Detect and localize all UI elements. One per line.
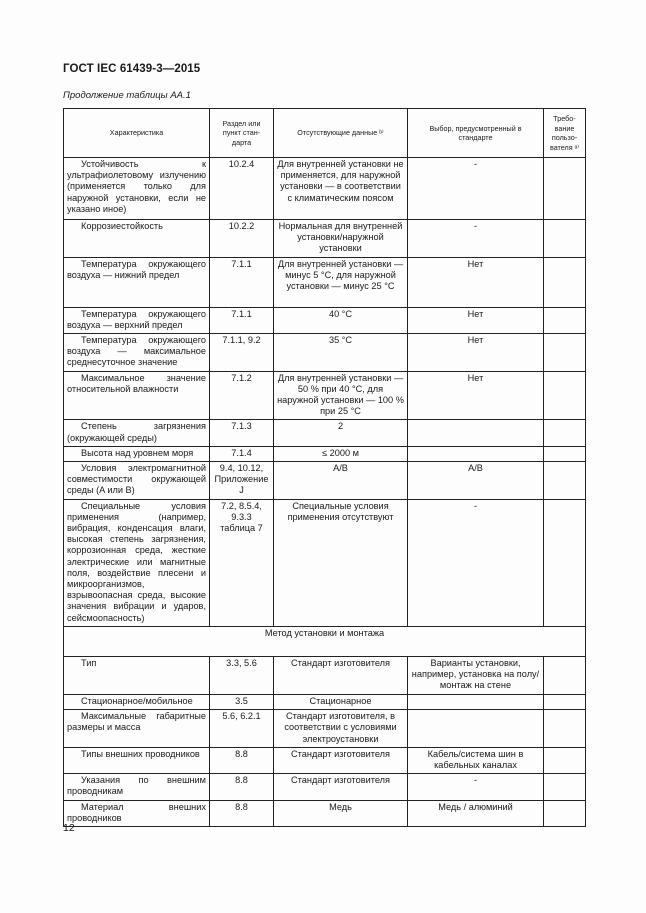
table-row [64, 220, 586, 258]
cell-characteristic: Максимальные габаритные размеры и масса [64, 710, 210, 748]
cell-default: Стандарт изготовителя [274, 656, 408, 694]
cell-section: 5.6, 6.2.1 [210, 710, 274, 748]
cell-choice: Кабель/система шин в кабельных каналах [408, 747, 544, 773]
cell-default: Для внутренней установки — минус 5 °С, для наружной установки — минус 25 °С [274, 257, 408, 307]
cell-user [544, 307, 586, 333]
page-number: 12 [63, 822, 75, 834]
cell-characteristic: Температура окружающего воздуха — верхний предел [64, 307, 210, 333]
table-row [64, 371, 586, 420]
table-row [64, 710, 586, 748]
cell-characteristic: Степень загрязнения (окружающей среды) [64, 420, 210, 446]
header-section: Раздел или пункт стан- дарта [210, 109, 274, 158]
document-header: ГОСТ IEC 61439-3—2015 [63, 63, 201, 75]
cell-choice [408, 694, 544, 709]
cell-section: 7.1.1 [210, 307, 274, 333]
cell-choice: - [408, 774, 544, 800]
cell-section: 7.1.4 [210, 446, 274, 461]
cell-section: 7.1.3 [210, 420, 274, 446]
cell-choice: Варианты установки, например, установка на полу/ монтаж на стене [408, 656, 544, 694]
cell-default: Для внутренней установки не применяется, для наружной установки — в соответствии с климатическим поясом [274, 158, 408, 220]
cell-section: 9.4, 10.12, Приложение J [210, 462, 274, 500]
cell-user [544, 446, 586, 461]
cell-user [544, 420, 586, 446]
cell-user [544, 656, 586, 694]
cell-characteristic: Условия электромагнитной совместимости окружающей среды (A или B) [64, 462, 210, 500]
cell-characteristic: Стационарное/мобильное [64, 694, 210, 709]
cell-choice: - [408, 220, 544, 258]
cell-default: Для внутренней установки — 50 % при 40 °С, для наружной установки — 100 % при 25 °С [274, 371, 408, 420]
cell-user [544, 694, 586, 709]
cell-user [544, 158, 586, 220]
cell-characteristic: Тип [64, 656, 210, 694]
cell-default: 40 °С [274, 307, 408, 333]
section-title: Метод установки и монтажа [64, 626, 586, 656]
cell-choice: Нет [408, 257, 544, 307]
cell-choice: - [408, 499, 544, 626]
cell-section: 3.5 [210, 694, 274, 709]
cell-default: Нормальная для внутренней установки/наружной установки [274, 220, 408, 258]
table-header-row [64, 109, 586, 158]
cell-section: 8.8 [210, 774, 274, 800]
cell-section: 8.8 [210, 747, 274, 773]
table-row [64, 499, 586, 626]
table-row [64, 656, 586, 694]
cell-user [544, 371, 586, 420]
cell-user [544, 499, 586, 626]
table-row [64, 747, 586, 773]
cell-choice [408, 420, 544, 446]
cell-choice: Нет [408, 334, 544, 372]
cell-characteristic: Температура окружающего воздуха — нижний предел [64, 257, 210, 307]
cell-default: Специальные условия применения отсутствуют [274, 499, 408, 626]
cell-characteristic: Высота над уровнем моря [64, 446, 210, 461]
header-user: Требо- вание пользо- вателя ᵃ⁾ [544, 109, 586, 158]
cell-section: 7.1.1, 9.2 [210, 334, 274, 372]
table-row [64, 774, 586, 800]
cell-section: 7.1.2 [210, 371, 274, 420]
cell-characteristic: Специальные условия применения (например, вибрация, конденсация влаги, высокая степень загрязнения, коррозионная среда, жесткие электрические или магнитные поля, воздействие плесени и микроорганизмов, взрывоопасная среда, высокие значения вибрации и ударов, сейсмоопасность) [64, 499, 210, 626]
cell-default: A/B [274, 462, 408, 500]
cell-user [544, 710, 586, 748]
cell-section: 8.8 [210, 800, 274, 826]
table-row [64, 446, 586, 461]
section-row [64, 626, 586, 656]
header-characteristic: Характеристика [64, 109, 210, 158]
cell-user [544, 334, 586, 372]
cell-user [544, 800, 586, 826]
cell-characteristic: Максимальное значение относительной влажности [64, 371, 210, 420]
cell-user [544, 257, 586, 307]
cell-choice [408, 710, 544, 748]
cell-section: 7.2, 8.5.4, 9.3.3 таблица 7 [210, 499, 274, 626]
cell-choice: Нет [408, 307, 544, 333]
table-row [64, 800, 586, 826]
table-row [64, 257, 586, 307]
cell-user [544, 462, 586, 500]
cell-default: Стационарное [274, 694, 408, 709]
cell-characteristic: Устойчивость к ультрафиолетовому излучению (применяется только для наружной установки, если не указано иное) [64, 158, 210, 220]
cell-user [544, 774, 586, 800]
cell-default: Медь [274, 800, 408, 826]
cell-default: ≤ 2000 м [274, 446, 408, 461]
cell-characteristic: Типы внешних проводников [64, 747, 210, 773]
table-row [64, 307, 586, 333]
cell-choice: Нет [408, 371, 544, 420]
cell-section: 7.1.1 [210, 257, 274, 307]
table-row [64, 462, 586, 500]
cell-section: 10.2.2 [210, 220, 274, 258]
cell-default: Стандарт изготовителя, в соответствии с условиями электроустановки [274, 710, 408, 748]
cell-choice: Медь / алюминий [408, 800, 544, 826]
cell-user [544, 747, 586, 773]
cell-characteristic: Указания по внешним проводникам [64, 774, 210, 800]
cell-section: 3.3, 5.6 [210, 656, 274, 694]
cell-default: Стандарт изготовителя [274, 747, 408, 773]
header-choice: Выбор, предусмотренный в стандарте [408, 109, 544, 158]
header-default: Отсутствующие данные ᵇ⁾ [274, 109, 408, 158]
cell-characteristic: Материал внешних проводников [64, 800, 210, 826]
cell-characteristic: Коррозиестойкость [64, 220, 210, 258]
table-row [64, 158, 586, 220]
table-caption: Продолжение таблицы АА.1 [63, 90, 191, 101]
cell-section: 10.2.4 [210, 158, 274, 220]
cell-default: 2 [274, 420, 408, 446]
cell-choice: A/B [408, 462, 544, 500]
spec-table [63, 108, 586, 827]
cell-default: 35 °С [274, 334, 408, 372]
table-row [64, 694, 586, 709]
table-row [64, 334, 586, 372]
table-row [64, 420, 586, 446]
cell-user [544, 220, 586, 258]
cell-default: Стандарт изготовителя [274, 774, 408, 800]
cell-choice: - [408, 158, 544, 220]
cell-characteristic: Температура окружающего воздуха — максимальное среднесуточное значение [64, 334, 210, 372]
cell-choice [408, 446, 544, 461]
